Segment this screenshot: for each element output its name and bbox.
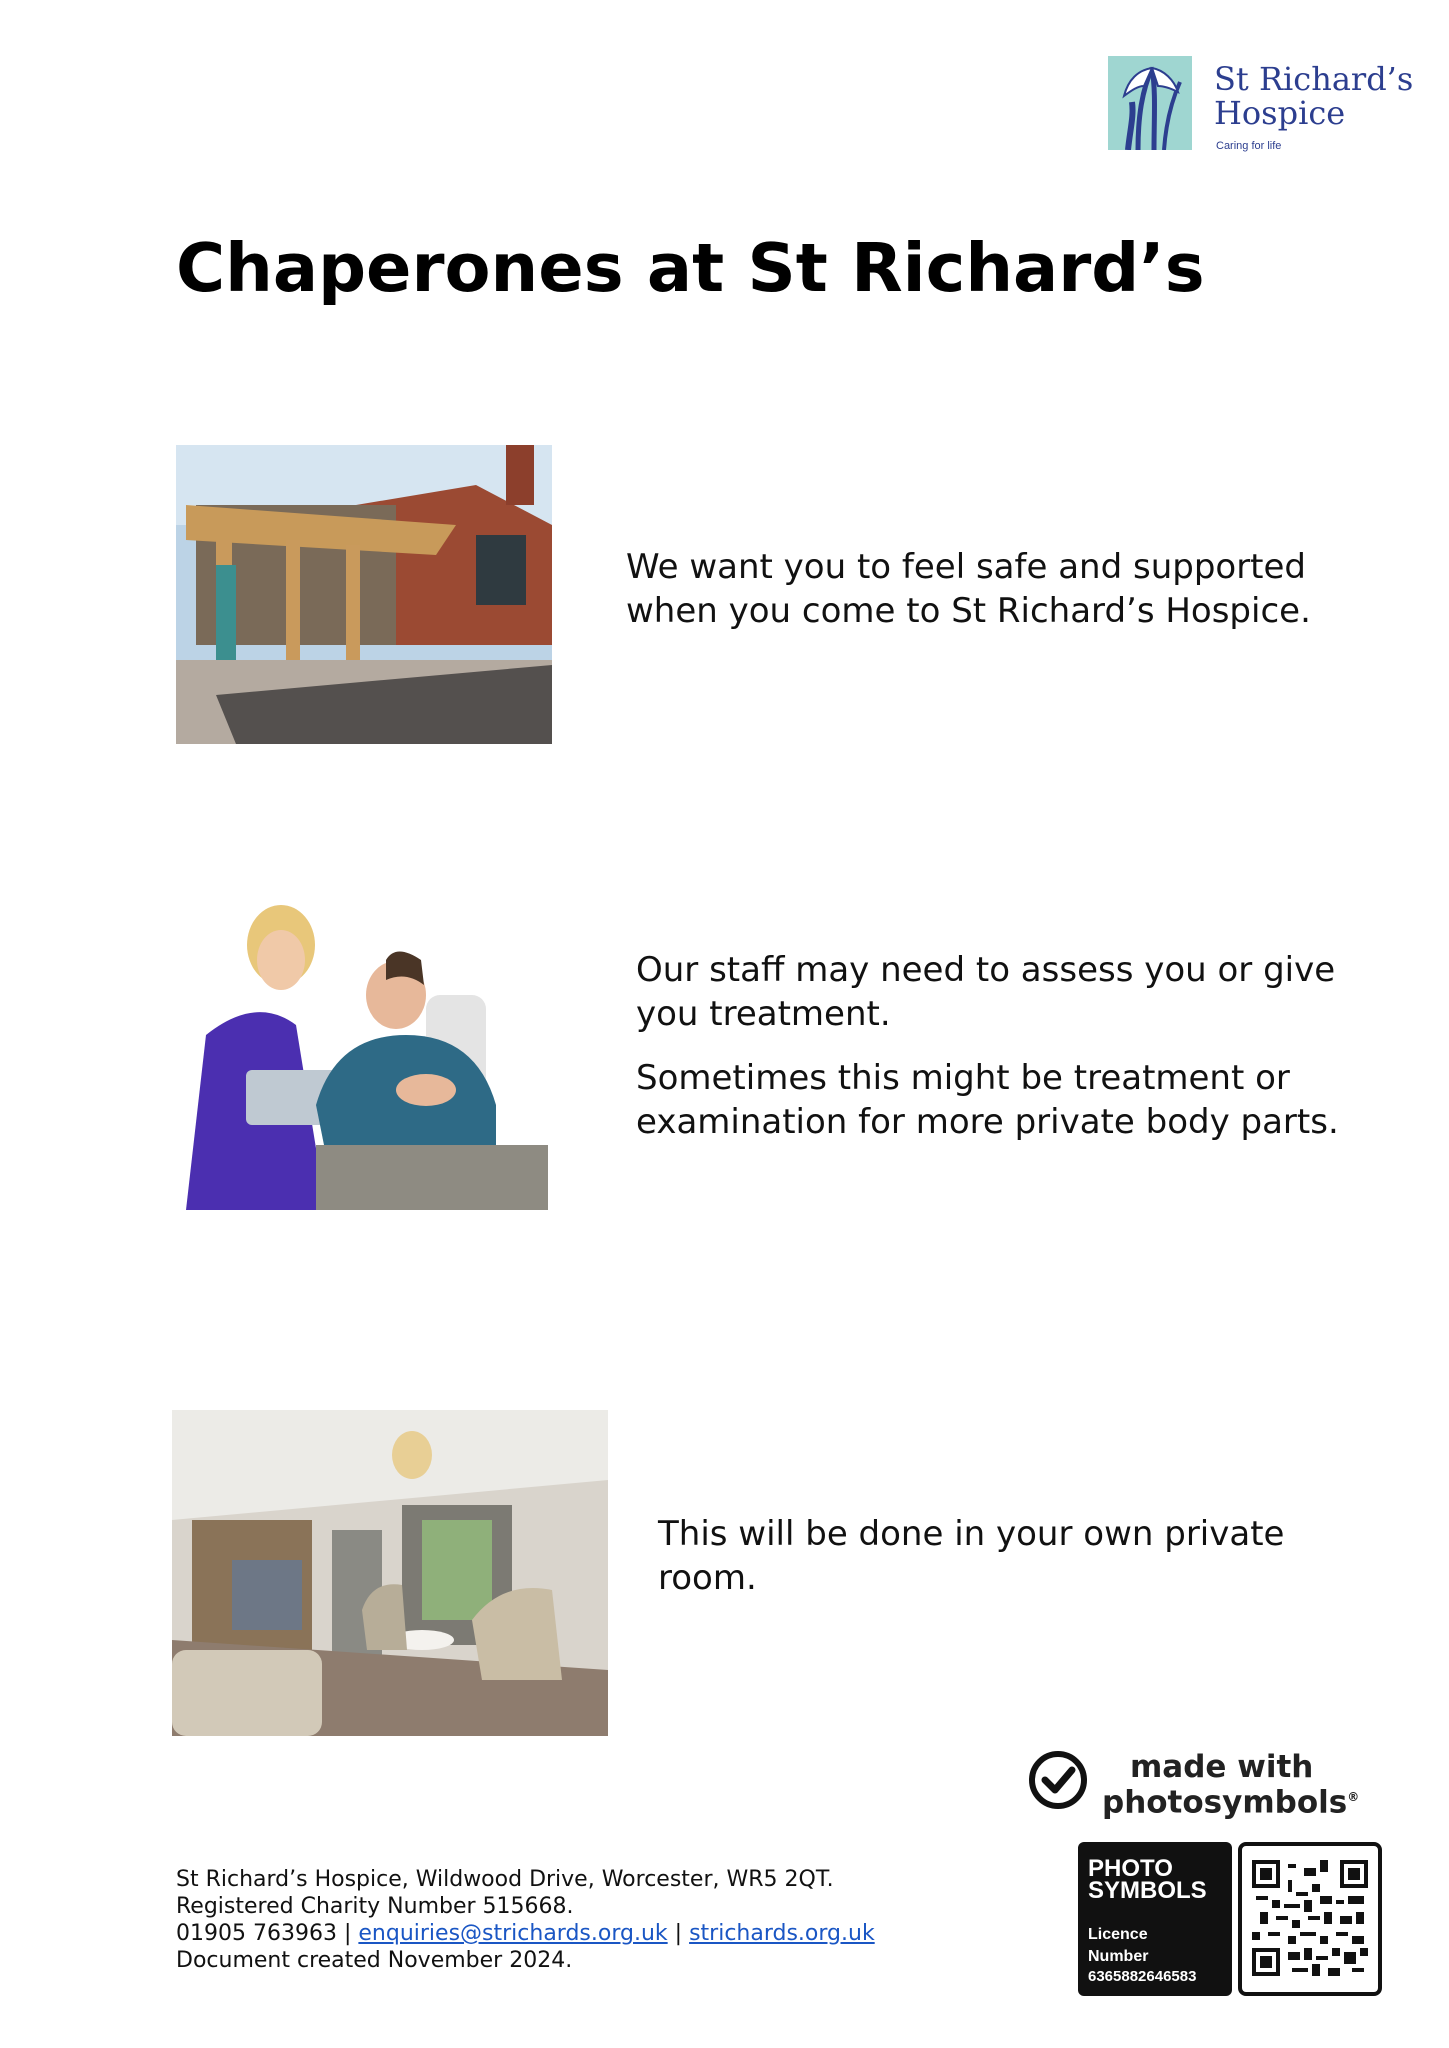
section-2-paragraph-1: Our staff may need to assess you or give you treatment. [636,950,1336,1034]
licence-label [1088,1924,1148,1968]
footer-separator: | [343,1921,352,1946]
logo-name-line2: Hospice [1214,94,1346,132]
licence-brand-line2: SYMBOLS [1088,1877,1207,1904]
footer-created: Document created November 2024. [176,1948,573,1973]
licence-label-line1: Licence [1088,1926,1148,1943]
footer-website-link[interactable]: strichards.org.uk [689,1921,875,1946]
photosymbols-brand: photosymbols [1102,1784,1348,1821]
footer-email-link[interactable]: enquiries@strichards.org.uk [358,1921,668,1946]
section-1-paragraph: We want you to feel safe and supported when you come to St Richard’s Hospice. [626,547,1311,631]
made-with-label: made with [1130,1749,1314,1785]
logo-name [1214,62,1413,130]
footer-address: St Richard’s Hospice, Wildwood Drive, Worcester, WR5 2QT. [176,1867,834,1892]
checkmark-circle-icon [1028,1750,1088,1810]
licence-brand-line1: PHOTO [1088,1855,1173,1882]
photosymbols-text [1102,1749,1360,1821]
registered-mark: ® [1347,1790,1360,1804]
section-2-text [636,948,1356,1164]
qr-code-icon [1252,1860,1368,1976]
licence-brand [1088,1855,1207,1904]
logo-name-line1: St Richard’s [1214,60,1414,98]
page-title: Chaperones at St Richard’s [176,229,1205,307]
hospice-logo [1108,56,1414,156]
hospice-entrance-photo [176,445,552,744]
footer-contact-line [176,1920,875,1947]
snowdrop-logo-icon [1108,56,1192,150]
footer [176,1866,875,1974]
footer-separator: | [674,1921,683,1946]
licence-label-line2: Number [1088,1948,1149,1965]
nurse-with-patient-photo [176,905,548,1210]
licence-badge [1078,1842,1232,1996]
qr-code[interactable] [1238,1842,1382,1996]
footer-charity: Registered Charity Number 515668. [176,1894,574,1919]
section-3-paragraph: This will be done in your own private room. [658,1514,1285,1598]
section-2-paragraph-2: Sometimes this might be treatment or examination for more private body parts. [636,1058,1339,1142]
licence-number: 6365882646583 [1088,1968,1197,1985]
section-1-text [626,545,1346,653]
logo-tagline: Caring for life [1216,140,1282,152]
footer-phone: 01905 763963 [176,1921,337,1946]
section-3-text [658,1512,1358,1620]
private-room-photo [172,1410,608,1736]
photosymbols-badge [1028,1749,1360,1821]
